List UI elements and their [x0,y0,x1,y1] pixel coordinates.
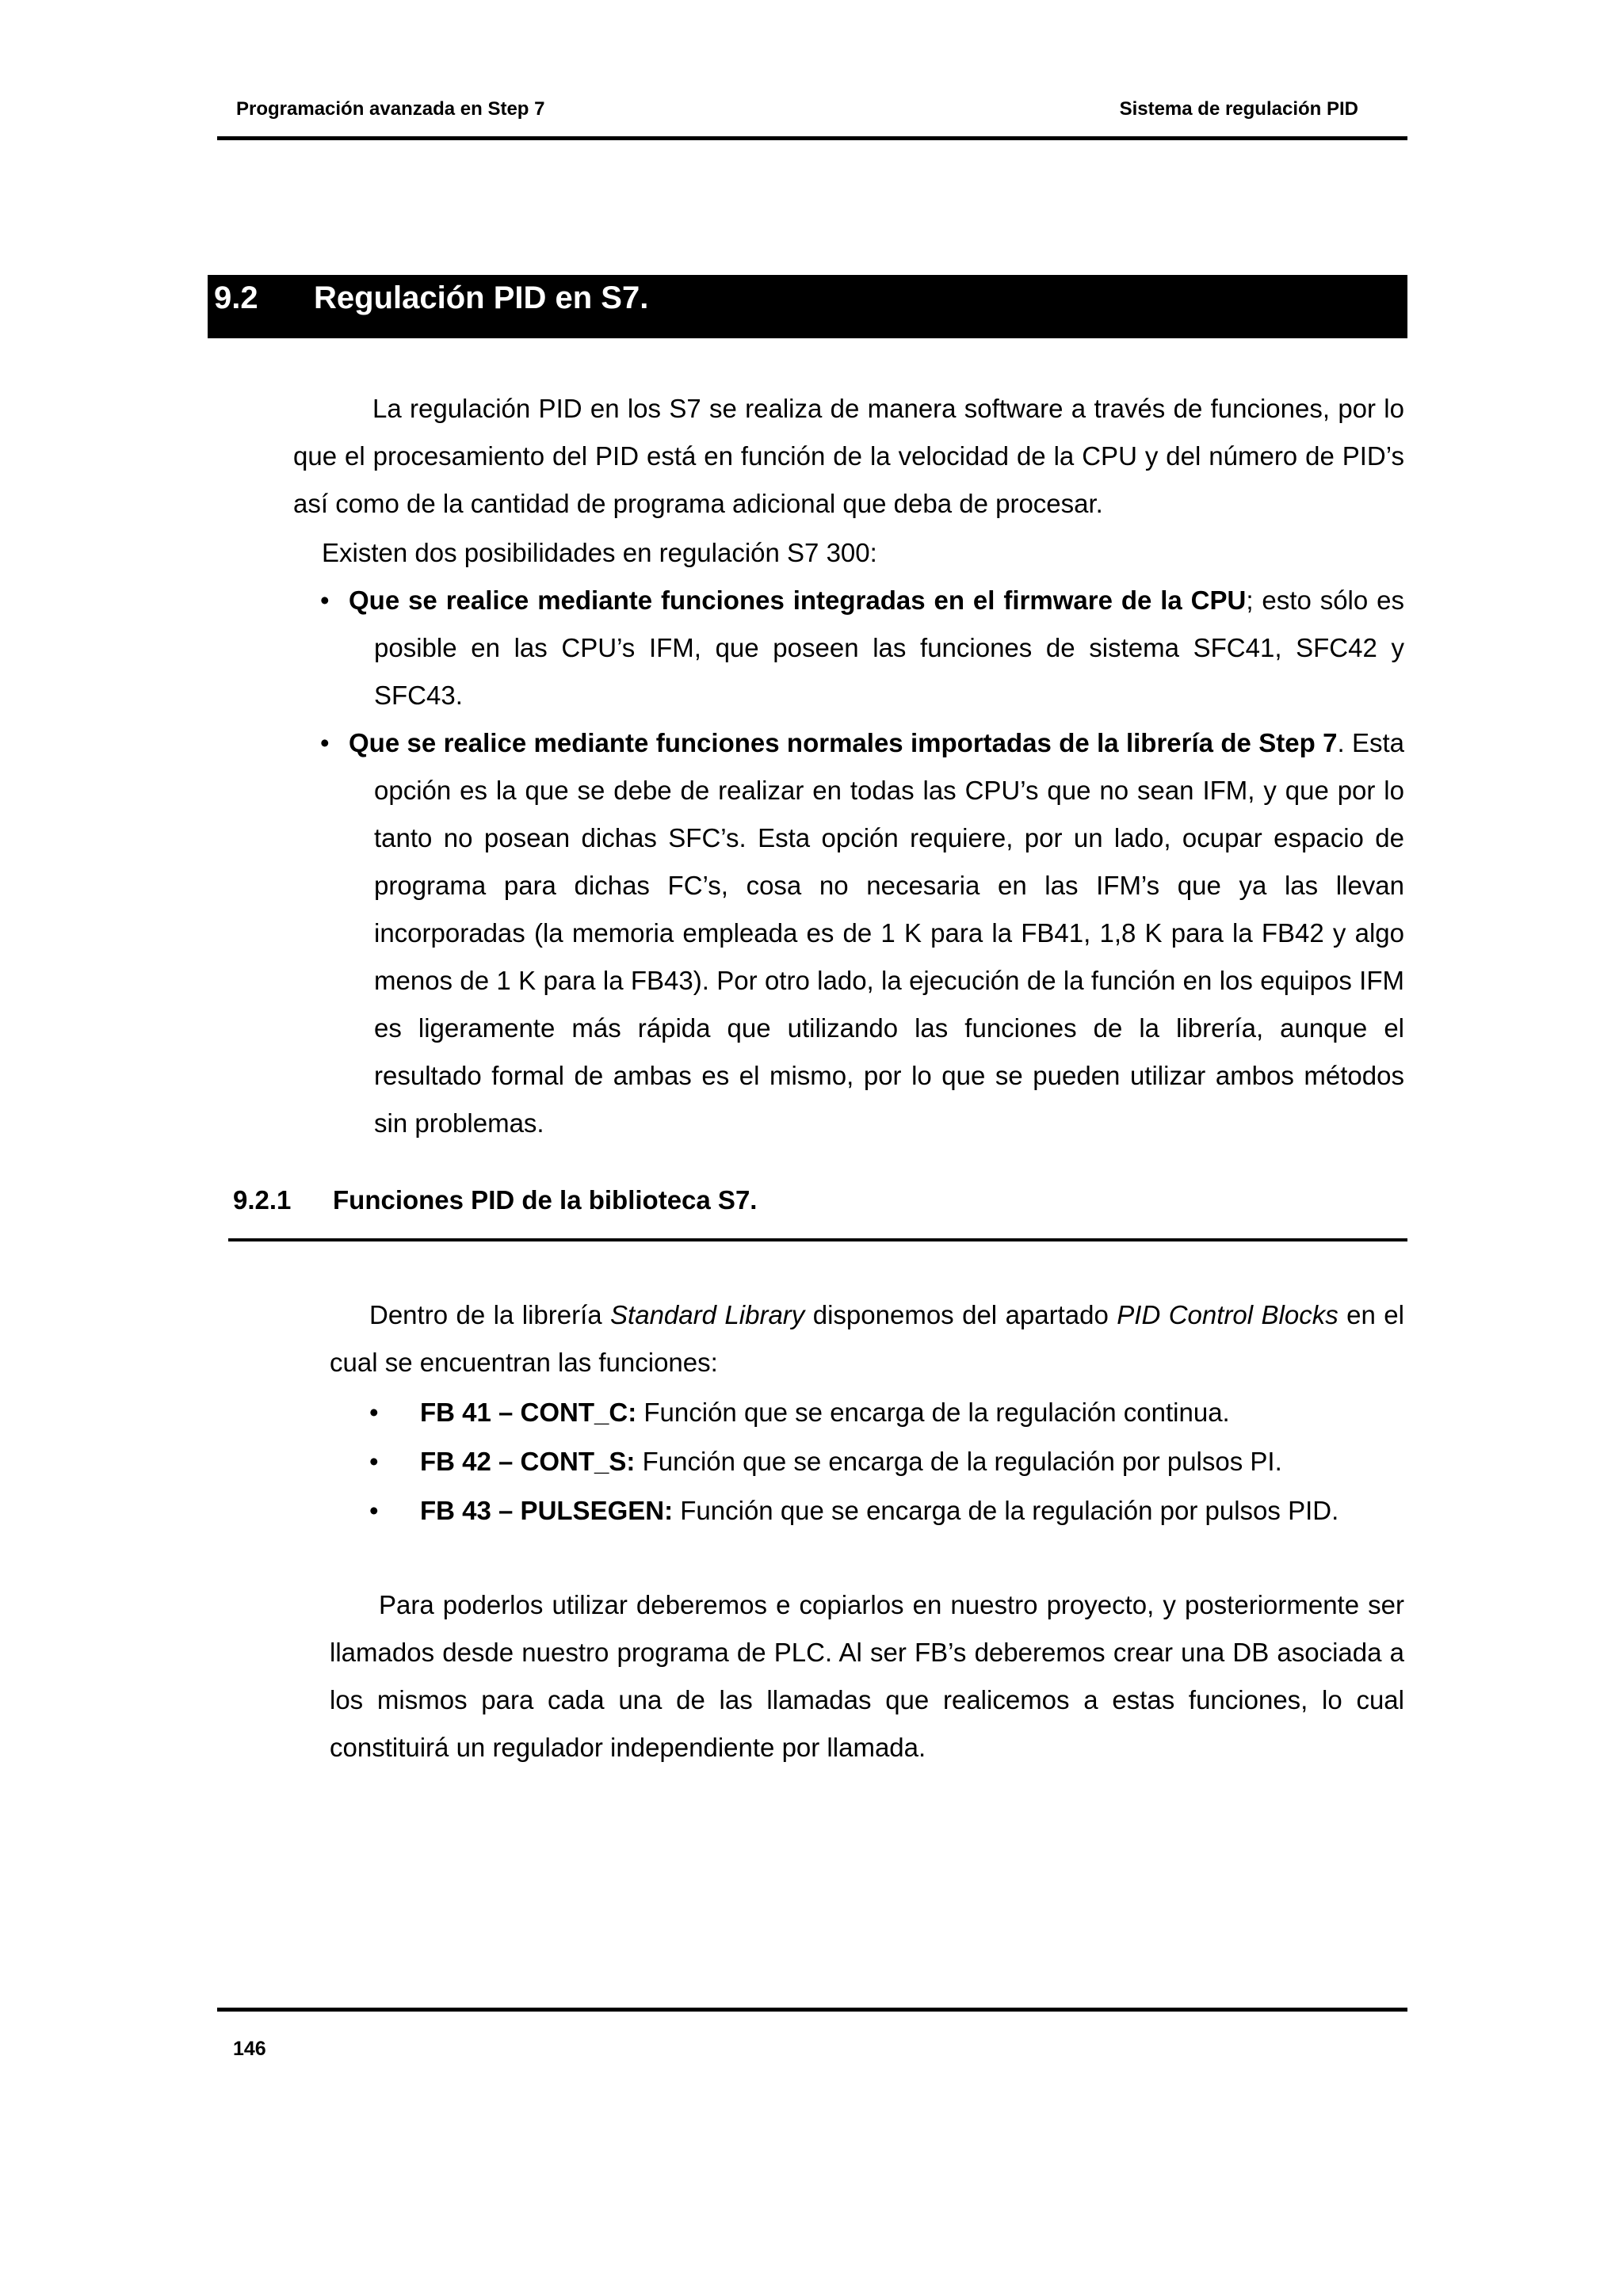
bullet-icon: • [369,1398,379,1427]
section-number: 9.2 [214,280,258,315]
bullet-icon: • [369,1496,379,1525]
bullet-icon: • [320,728,330,757]
section-title: Regulación PID en S7. [314,280,649,315]
subsection-number: 9.2.1 [233,1185,292,1215]
library-text-2: disponemos del apartado [804,1300,1117,1329]
options-intro: Existen dos posibilidades en regulación S7 300: [322,538,877,567]
function-item [369,1388,1407,1437]
options-list [320,577,1404,1147]
function-list [369,1388,1407,1535]
option-lead: Que se realice mediante funciones normales importadas de la librería de Step 7 [349,728,1338,757]
function-name: FB 43 – PULSEGEN: [420,1496,674,1525]
page-number: 146 [233,2038,266,2060]
option-item [320,577,1404,719]
function-desc: Función que se encarga de la regulación continua. [636,1398,1230,1427]
footer-rule [217,2008,1407,2012]
function-item [369,1437,1407,1486]
option-rest: . Esta opción es la que se debe de realizar en todas las CPU’s que no sean IFM, y que por lo tanto no posean dichas SFC’s. Esta opción requiere, por un lado, ocupar espacio de programa para dichas FC’s, cosa no necesaria en las IFM’s que ya las llevan incorporadas (la memoria empleada es de 1 K para la FB41, 1,8 K para la FB42 y algo menos de 1 K para la FB43). Por otro lado, la ejecución de la función en los equipos IFM es ligeramente más rápida que utilizando las funciones de la librería, aunque el resultado formal de ambas es el mismo, por lo que se pueden utilizar ambos métodos sin problemas. [374,728,1404,1138]
header-rule [217,136,1407,140]
header-chapter-title: Sistema de regulación PID [1119,98,1358,120]
library-text-1: Dentro de la librería [369,1300,611,1329]
function-desc: Función que se encarga de la regulación por pulsos PID. [673,1496,1339,1525]
bullet-icon: • [369,1447,379,1476]
library-name: Standard Library [610,1300,805,1329]
option-item [320,719,1404,1147]
option-rest: ; esto sólo es posible en las CPU’s IFM, que poseen las funciones de sistema SFC41, SFC42 y SFC43. [374,585,1404,710]
function-item [369,1486,1407,1535]
intro-text: La regulación PID en los S7 se realiza de manera software a través de funciones, por lo que el procesamiento del PID está en función de la velocidad de la CPU y del número de PID’s así como de la cantidad de programa adicional que deba de procesar. [293,394,1404,518]
function-desc: Función que se encarga de la regulación por pulsos PI. [635,1447,1282,1476]
intro-paragraph [293,385,1404,528]
closing-paragraph [330,1581,1404,1772]
bullet-icon: • [320,585,330,615]
function-name: FB 42 – CONT_S: [420,1447,636,1476]
option-lead: Que se realice mediante funciones integradas en el firmware de la CPU [349,585,1247,615]
function-name: FB 41 – CONT_C: [420,1398,637,1427]
header-book-title: Programación avanzada en Step 7 [236,98,545,120]
subsection-rule [228,1238,1407,1241]
library-section-name: PID Control Blocks [1117,1300,1338,1329]
library-text-3: en el cual se encuentran las funciones: [330,1300,1404,1377]
page-header [219,98,1407,124]
subsection-title: Funciones PID de la biblioteca S7. [333,1185,758,1215]
library-paragraph [330,1291,1404,1386]
section-heading [208,275,1407,338]
closing-text: Para poderlos utilizar deberemos e copiarlos en nuestro proyecto, y posteriormente ser llamados desde nuestro programa de PLC. Al ser FB’s deberemos crear una DB asociada a los mismos para cada una de las llamadas que realicemos a estas funciones, lo cual constituirá un regulador independiente por llamada. [330,1590,1404,1762]
